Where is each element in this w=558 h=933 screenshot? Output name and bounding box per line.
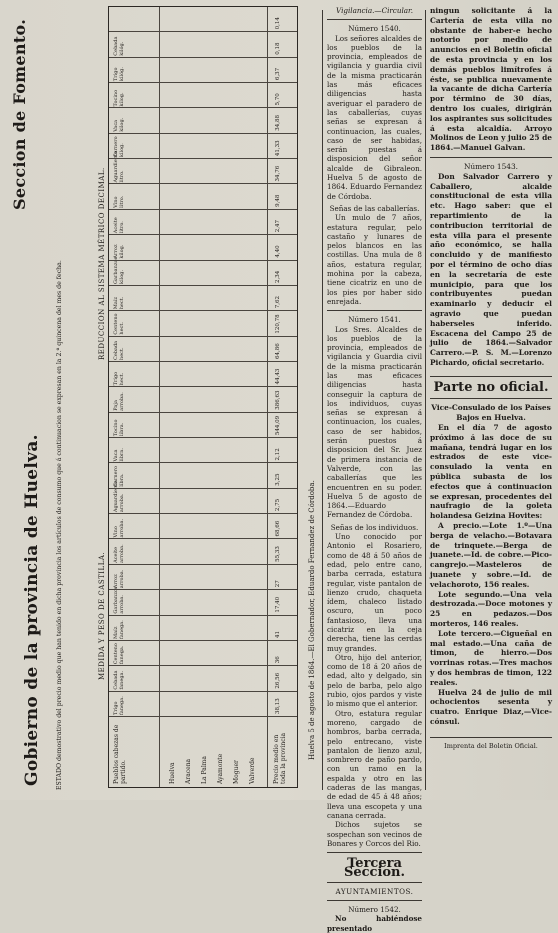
table-total-value: 120,78 [275, 314, 281, 334]
column-rule [425, 10, 426, 790]
divider [430, 376, 552, 377]
table-column-header: Vino litro. [113, 195, 125, 208]
table-column [109, 256, 297, 286]
table-column-header: Tocino kilog. [113, 89, 125, 107]
number-1540: Número 1540. [348, 24, 401, 34]
divider [327, 900, 422, 901]
table-total-value: 4,40 [275, 245, 281, 258]
tercera-seccion-heading: Tercera Seccion. [343, 856, 406, 881]
table-column [109, 564, 297, 590]
signature-text: Huelva 5 de agosto de 1864.—El Gobernador, Eduardo Fernandez de Córdoba. [308, 480, 316, 760]
table-column [109, 615, 297, 641]
table-column-header: Aguardiente arroba. [113, 480, 125, 513]
senas-individuos: Señas de los individuos. [330, 522, 419, 532]
table-column [109, 285, 297, 311]
column-rule [322, 10, 323, 790]
table-total-value: 0,14 [275, 17, 281, 30]
table-column [109, 6, 297, 32]
paragraph-lote-3: Lote tercero.—Cigueñal en mal estado.—Una caña de timon, de hierro.—Dos vorrinas rotas.—Tres machos y dos hembras de timon, 122 reales. [430, 628, 552, 687]
table-column [109, 310, 297, 336]
paragraph-lote-2: Lote segundo.—Una vela destrozada.—Doce motones y 25 en pedazos.—Dos morteros, 146 reales. [430, 589, 552, 629]
table-column [109, 184, 297, 210]
government-title: Gobierno de la provincia de Huelva. [22, 434, 42, 786]
table-total-value: 2,75 [275, 498, 281, 512]
table-column-header: Arroz kilog. [113, 244, 125, 259]
table-total-value: 55,33 [275, 546, 281, 562]
paragraph-otro-1: Otro, hijo del anterior, como de 18 á 20 años de edad, alto y delgado, sin pelo de barba, pelo algo rubio, ojos pardos y viste lo mismo que el anterior. [327, 652, 422, 709]
table-total-value: 9,48 [275, 194, 281, 207]
table-column [109, 234, 297, 260]
table-column [109, 361, 297, 387]
table-column [109, 586, 297, 615]
paragraph-1540: Los señores alcaldes de los pueblos de la provincia, empleados de vigilancia y guardia civil de la misma practicarán las más eficaces diligencias hasta averiguar el paradero de las caballerías, cuyas señas se expresan á continuacion, las cuales, caso de ser habidas, serán puestas á disposicion del señor alcalde de Gibraleon. Huelva 5 de agosto de 1864. Eduardo Fernandez de Córdoba. [327, 33, 422, 201]
table-column [109, 412, 297, 438]
paragraph-dia: En el día 7 de agosto próximo á las doce de su mañana, tendrá lugar en los estrados de este vice-consulado la venta en pública subasta de los efectos que á continuacion se expresan, procedentes del naufragio de la goleta holandesa Geizina Hovites: [430, 423, 552, 521]
table-column-header: Cebada hect. [113, 340, 125, 360]
divider [430, 737, 552, 738]
table-signature [308, 40, 320, 760]
table-column-header: Carnero kilog. [113, 136, 125, 158]
senas-caballerias: Señas de las caballerías. [329, 203, 420, 213]
table-total-label: Precio medio en toda la provincia [273, 732, 287, 784]
table-column-header: Maíz hect. [113, 296, 125, 310]
number-1543: Número 1543. [463, 161, 519, 171]
header-metric: REDUCCION AL SISTEMA MÉTRICO DECIMAL. [98, 167, 106, 360]
table-town-3: Ayamonte [217, 753, 224, 784]
table-town-5: Valverde [249, 757, 256, 784]
table-column [109, 640, 297, 666]
paragraph-dichos: Dichos sujetos se sospechan son vecinos de Bonares y Corcos del Rio. [327, 820, 422, 848]
table-total-value: 17,40 [275, 596, 281, 613]
table-column [109, 57, 297, 83]
table-total-value: 2,47 [275, 219, 281, 233]
table-total-value: 0,18 [275, 42, 281, 55]
vice-consulado-heading: Vice-Consulado de los Países Bajos en Huelva. [431, 403, 551, 423]
paragraph-lote-1: A precio.—Lote 1.º—Una berga de velacho.—Botavara de trinquete.—Berga de juanete.—Id. de cobre.—Pico-cangrejo.—Masteleros de juanete y sobre.—Id. de velachoroto, 156 reales. [430, 521, 552, 589]
table-column [109, 691, 297, 717]
paragraph-mulo: Un mulo de 7 años, estatura regular, pelo castaño y lunares de pelos blancos en las costillas. Una mula de 8 años, estatura regular, mohina por la cabeza, tiene cicatriz en uno de los pies por haber sido enrejada. [327, 213, 422, 306]
table-caption: ESTADO demostrativo del precio medio que han tenido en dicha provincia los artículos de consumo que á continuacion se expresan en la 2.ª quincena del mes de fecha. [56, 260, 63, 790]
vigilancia-heading: Vigilancia.—Circular. [336, 6, 413, 15]
table-column-header: Garbanzos kilog. [113, 256, 125, 284]
table-column [109, 209, 297, 235]
divider [327, 852, 422, 853]
middle-column [327, 6, 422, 933]
table-column [109, 107, 297, 133]
price-table [108, 6, 298, 788]
paragraph-otro-2: Otro, estatura regular moreno, cargado de hombros, barba cerrada, pelo entrecano, viste pantalon de lienzo azul, sombrero de paño pardo, con un ramo en la espalda y otro en las caderas de las mangas, de edad de 45 á 48 años; lleva una escopeta y una canana cerrada. [327, 708, 422, 820]
table-column [109, 336, 297, 362]
table-column-header: Aceite arroba. [113, 544, 125, 563]
table-total-value: 38,13 [275, 698, 281, 714]
table-column [109, 665, 297, 691]
table-total-value: 64,86 [275, 343, 281, 359]
table-total-value: 7,62 [275, 296, 281, 309]
number-1541: Número 1541. [348, 315, 401, 325]
table-column [109, 480, 297, 514]
divider [430, 398, 552, 399]
table-column-header: Cebada fanega. [113, 670, 125, 690]
table-column-header: Cebada kilóg. [113, 36, 125, 56]
paragraph-uno: Uno conocido por Antonio el Rosariero, como de 48 á 50 años de edad, pelo entre cano, barba cerrada, estatura regular, viste pantalon de lienzo crudo, chaqueta ídem, chaleco listado oscuro, un poco fantasioso, lleva una cicatriz en la ceja derecha, tiene las cerdas muy grandes. [327, 532, 422, 653]
table-column-header: Garbanzos arroba. [113, 586, 125, 614]
ayuntamientos-heading: AYUNTAMIENTOS. [335, 886, 414, 896]
table-total-value: 36 [275, 656, 281, 664]
table-column-header: Aceite litro. [113, 217, 125, 234]
paragraph-fecha: Huelva 24 de julio de mil ochocientos sesenta y cuatro. Enrique Diaz,—Vice-cónsul. [430, 687, 552, 726]
table-town-2: La Palma [201, 756, 208, 784]
table-column-header: Vaca kilog. [113, 117, 125, 132]
table-column-header: Arroz arroba. [113, 569, 125, 589]
table-column-header: Trigo fanega. [113, 696, 125, 715]
number-1542: Número 1542. [348, 905, 401, 915]
table-header-pueblos: Pueblos cabezas de partido. [113, 724, 127, 784]
table-column [109, 31, 297, 57]
table-total-value: 3,25 [275, 473, 281, 486]
table-column-header: Centeno hect. [113, 313, 125, 335]
table-total-value: 544,09 [275, 415, 281, 436]
table-column-header: Vino arroba. [113, 518, 125, 538]
paragraph-1542-continued: ningun solicitante á la Cartería de esta villa no obstante de haber-e hecho notorio por medio de anuncios en el Boletin oficial de esta provincia y en los demás pueblos limítrofes á éste, se publica nuevamente la vacante de dicha Cartería por término de 30 días, dentro los cuales, dirigirán los aspirantes sus solicitudes á esta alcaldía. Arroyo Molinos de Leon y julio 25 de 1864.—Manuel Galvan. [430, 6, 552, 153]
table-column-header: Maíz fanega. [113, 620, 125, 639]
table-total-value: 6,37 [275, 67, 281, 81]
table-town-0: Huelva [169, 762, 176, 784]
divider [430, 157, 552, 158]
table-total-value: 386,63 [275, 390, 281, 410]
table-column-header: Trigo hect. [113, 371, 125, 386]
table-column [109, 82, 297, 108]
table-column-header: Vaca libra. [113, 448, 125, 462]
table-total-value: 2,34 [275, 270, 281, 283]
paragraph-1541: Los Sres. Alcaldes de los pueblos de la provincia, empleados de vigilancia y Guardia civil de la misma practicarán las mas eficaces diligencias hasta conseguir la captura de los individuos, cuyas señas se expresan á continuacion, los cuales, caso de ser habidos, serán puestos á disposicion del Sr. Juez de primera instancia de Valverde, con las caballerías que les encuentren en su poder. Huelva 5 de agosto de 1864.—Eduardo Fernandez de Córdoba. [327, 324, 422, 520]
divider [327, 310, 422, 311]
table-total-value: 26,56 [275, 672, 281, 689]
table-column [109, 462, 297, 488]
imprenta: Imprenta del Boletin Oficial. [444, 741, 538, 750]
table-column-header: Paja arroba. [113, 392, 125, 411]
paragraph-1543: Don Salvador Carrero y Caballero, alcalde constitucional de esta villa etc. Hago saber: que el repartimiento de la contribucion territorial de esta villa para el presente año económico, se halla concluido y de manifiesto por el término de ocho días en la secretaría de este municipio, para que los contribuyentes puedan examinarlo y deducir el agravio que puedan haberseles inferido. Escacena del Campo 25 de julio de 1864.—Salvador Carrero.—P. S. M.—Lorenzo Pichardo, oficial secretario. [430, 171, 552, 367]
table-column-header: Centeno fanega. [113, 643, 125, 665]
table-total-value: 5,70 [275, 93, 281, 106]
table-column [109, 133, 297, 159]
header-castilla: MEDIDA Y PESO DE CASTILLA. [98, 551, 106, 680]
table-column-header: Trigo kilóg. [113, 67, 125, 82]
table-total-value: 27 [275, 580, 281, 588]
table-town-1: Aracena [185, 758, 192, 784]
right-column [430, 6, 552, 752]
parte-no-oficial-heading: Parte no oficial. [433, 379, 549, 395]
table-total-value: 34,76 [275, 165, 281, 182]
table-total-value: 34,88 [275, 115, 281, 131]
table-total-value: 68,66 [275, 520, 281, 537]
table-total-value: 41 [275, 630, 281, 638]
paragraph-1542-start: No habiéndose presentado [327, 914, 422, 933]
table-column-header: Aguardiente litro. [113, 151, 125, 183]
table-town-4: Moguer [233, 760, 240, 784]
divider [327, 19, 422, 20]
table-total-value: 41,33 [275, 140, 281, 157]
table-column [109, 151, 297, 184]
table-column [109, 386, 297, 412]
table-column-header: Tocino libra. [113, 419, 125, 437]
section-title: Seccion de Fomento. [10, 18, 29, 210]
table-column [109, 437, 297, 463]
table-column-header: Carnero libra. [113, 466, 125, 487]
table-column [109, 513, 297, 539]
divider [327, 882, 422, 883]
table-total-value: 2,12 [275, 448, 281, 461]
price-table-panel [0, 0, 305, 800]
table-total-value: 44,43 [275, 368, 281, 385]
table-column [109, 539, 297, 565]
